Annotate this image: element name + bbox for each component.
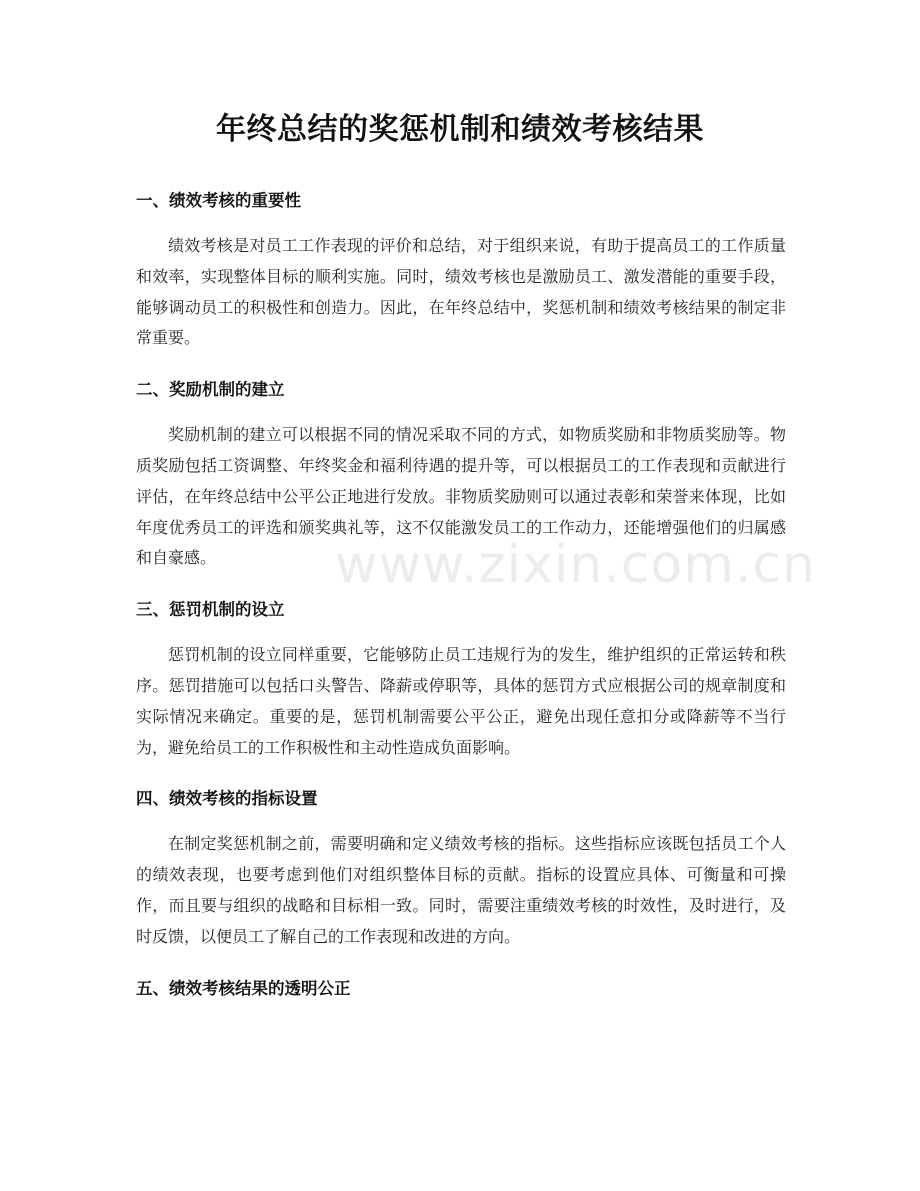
document-body [136, 183, 786, 1007]
section-transparency [136, 971, 786, 1007]
section-heading: 五、绩效考核结果的透明公正 [136, 978, 351, 998]
section-paragraph: 绩效考核是对员工工作表现的评价和总结，对于组织来说，有助于提高员工的工作质量和效率，实现整体目标的顺利实施。同时，绩效考核也是激励员工、激发潜能的重要手段，能够调动员工的积极性和创造力。因此，在年终总结中，奖惩机制和绩效考核结果的制定非常重要。 [136, 236, 786, 348]
section-penalty-mechanism [136, 592, 786, 763]
section-paragraph: 惩罚机制的设立同样重要，它能够防止员工违规行为的发生，维护组织的正常运转和秩序。惩罚措施可以包括口头警告、降薪或停职等，具体的惩罚方式应根据公司的规章制度和实际情况来确定。重要的是，惩罚机制需要公平公正，避免出现任意扣分或降薪等不当行为，避免给员工的工作积极性和主动性造成负面影响。 [136, 645, 786, 757]
section-importance [136, 183, 786, 354]
section-heading: 一、绩效考核的重要性 [136, 191, 301, 210]
section-heading: 四、绩效考核的指标设置 [136, 789, 318, 809]
page-title: 年终总结的奖惩机制和绩效考核结果 [216, 112, 704, 147]
section-reward-mechanism [136, 372, 786, 574]
section-kpi-setting [136, 781, 786, 952]
section-paragraph: 奖励机制的建立可以根据不同的情况采取不同的方式，如物质奖励和非物质奖励等。物质奖励包括工资调整、年终奖金和福利待遇的提升等，可以根据员工的工作表现和贡献进行评估，在年终总结中公平公正地进行发放。非物质奖励则可以通过表彰和荣誉来体现，比如年度优秀员工的评选和颁奖典礼等，这不仅能激发员工的工作动力，还能增强他们的归属感和自豪感。 [136, 425, 786, 568]
section-paragraph: 在制定奖惩机制之前，需要明确和定义绩效考核的指标。这些指标应该既包括员工个人的绩效表现，也要考虑到他们对组织整体目标的贡献。指标的设置应具体、可衡量和可操作，而且要与组织的战略和目标相一致。同时，需要注重绩效考核的时效性，及时进行，及时反馈，以便员工了解自己的工作表现和改进的方向。 [136, 834, 786, 946]
watermark: www.zixin.com.cn [335, 535, 816, 595]
section-heading: 二、奖励机制的建立 [136, 380, 285, 400]
section-heading: 三、惩罚机制的设立 [136, 600, 285, 620]
